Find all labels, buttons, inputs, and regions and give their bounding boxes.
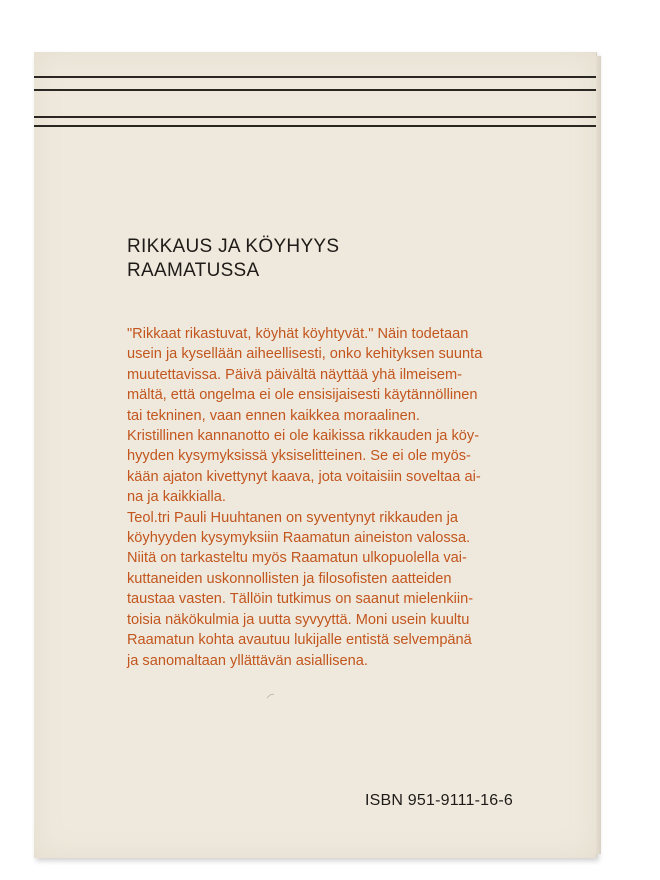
blurb-line: Raamatun kohta avautuu lukijalle entistä selvempänä	[127, 632, 472, 649]
blurb-line: toisia näkökulmia ja uutta syvyyttä. Moni usein kuultu	[127, 611, 470, 628]
blurb-line: na ja kaikkialla.	[127, 489, 226, 506]
blurb-line: usein ja kysellään aiheellisesti, onko kehityksen suunta	[127, 346, 483, 363]
book-title	[127, 235, 339, 283]
blurb-line: kuttaneiden uskonnollisten ja filosofisten aatteiden	[127, 570, 452, 587]
blurb-line: Teol.tri Pauli Huuhtanen on syventynyt rikkauden ja	[127, 509, 458, 526]
blurb-line: köyhyyden kysymyksiin Raamatun aineiston valossa.	[127, 530, 471, 547]
blurb-line: mältä, että ongelma ei ole ensisijaisesti käytännöllinen	[127, 387, 478, 404]
isbn-number: ISBN 951-9111-16-6	[365, 792, 513, 809]
blurb-line: tai tekninen, vaan ennen kaikkea moraalinen.	[127, 407, 420, 424]
blurb-line: hyyden kysymyksissä yksiselitteinen. Se ei ole myös-	[127, 448, 471, 465]
blurb-line: kään ajaton kivettynyt kaava, jota voitaisiin soveltaa ai-	[127, 468, 481, 485]
top-rule-line	[34, 116, 596, 118]
book-page-edge	[596, 56, 601, 854]
blurb-line: Niitä on tarkasteltu myös Raamatun ulkopuolella vai-	[127, 550, 467, 567]
paper-speck	[266, 693, 275, 699]
blurb-line: "Rikkaat rikastuvat, köyhät köyhtyvät." Näin todetaan	[127, 326, 469, 342]
book-back-cover	[34, 52, 597, 858]
blurb-line: muutettavissa. Päivä päivältä näyttää yhä ilmeisem-	[127, 366, 463, 383]
top-rule-line	[34, 76, 596, 78]
top-rule-line	[34, 125, 596, 127]
book-title-line: RAAMATUSSA	[127, 260, 260, 281]
blurb-line: taustaa vasten. Tällöin tutkimus on saanut mielenkiin-	[127, 591, 474, 608]
blurb-text	[127, 324, 567, 671]
blurb-line: Kristillinen kannanotto ei ole kaikissa rikkauden ja köy-	[127, 428, 480, 445]
top-rule-line	[34, 89, 596, 91]
book-title-line: RIKKAUS JA KÖYHYYS	[127, 236, 340, 257]
blurb-line: ja sanomaltaan yllättävän asiallisena.	[127, 652, 368, 669]
